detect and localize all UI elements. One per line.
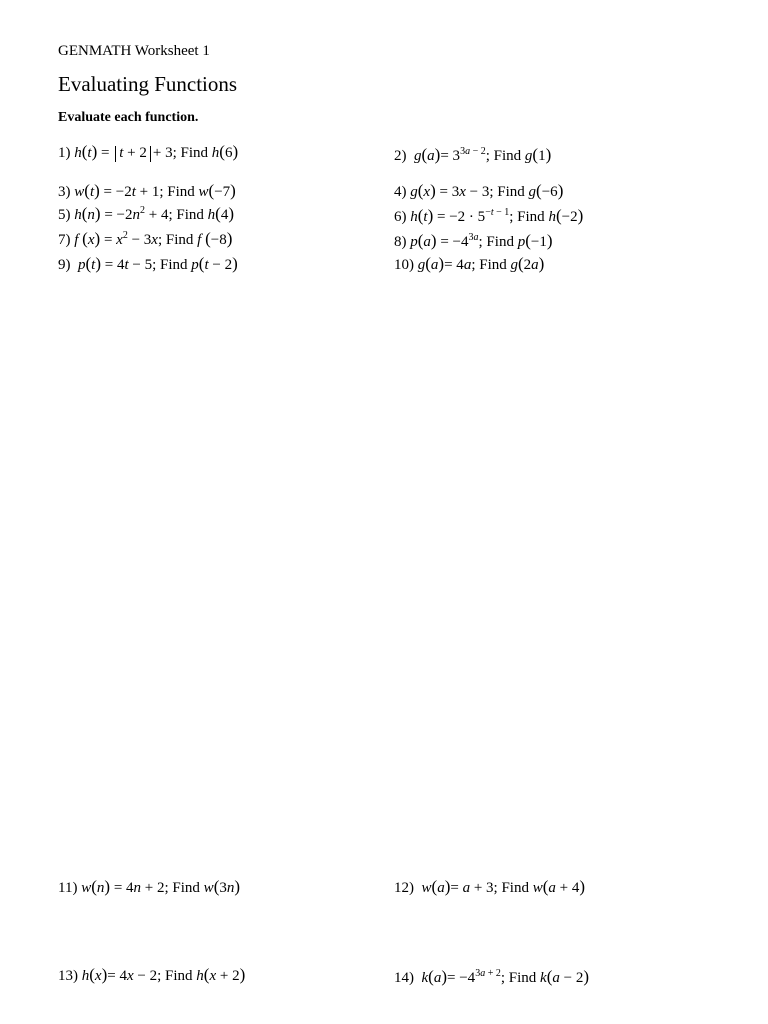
- problem-1: 1) h(t) = t + 2 + 3; Find h(6): [58, 142, 239, 161]
- problem-number: 11): [58, 880, 78, 896]
- problem-number: 12): [394, 880, 414, 896]
- problem-14: 14) $k(a)= -4^{3a + 2}$; Find k(a − 2): [394, 967, 589, 986]
- problem-10: 10) g(a)= 4a; Find g(2a): [394, 254, 545, 273]
- problem-13: 13) h(x)= 4x − 2; Find h(x + 2): [58, 965, 246, 984]
- problem-number: 4): [394, 184, 407, 200]
- problem-5: 5) $h(n) = -2n^2 + 4$; Find h(4): [58, 204, 234, 223]
- worksheet-header: GENMATH Worksheet 1: [58, 43, 210, 59]
- problem-number: 9): [58, 257, 71, 273]
- problem-number: 13): [58, 968, 78, 984]
- problem-number: 3): [58, 184, 71, 200]
- problem-number: 6): [394, 209, 407, 225]
- problem-number: 8): [394, 234, 407, 250]
- problem-number: 1): [58, 145, 71, 161]
- worksheet-title: Evaluating Functions: [58, 72, 238, 96]
- problem-number: 10): [394, 257, 414, 273]
- problem-4: 4) g(x) = 3x − 3; Find g(−6): [394, 181, 564, 200]
- problem-number: 7): [58, 232, 71, 248]
- instructions: Evaluate each function.: [58, 110, 199, 125]
- problem-number: 5): [58, 207, 71, 223]
- problem-12: 12) w(a)= a + 3; Find w(a + 4): [394, 877, 586, 896]
- problem-number: 14): [394, 970, 414, 986]
- problem-7: 7) f $(x) = x^2 - 3x$; Find f (−8): [58, 229, 233, 248]
- problem-number: 2): [394, 148, 407, 164]
- problem-8: 8) $p(a) = -4^{3a}$; Find p(−1): [394, 231, 553, 250]
- problem-6: 6) $h(t) = -2 \cdot 5^{-t - 1}$; Find h(−2): [394, 206, 584, 225]
- problem-9: 9) p(t) = 4t − 5; Find p(t − 2): [58, 254, 238, 273]
- problem-3: 3) w(t) = −2t + 1; Find w(−7): [58, 181, 236, 200]
- problem-2: 2) $g(a)= 3^{3a - 2}$; Find g(1): [394, 145, 552, 164]
- problem-11: 11) w(n) = 4n + 2; Find w(3n): [58, 877, 241, 896]
